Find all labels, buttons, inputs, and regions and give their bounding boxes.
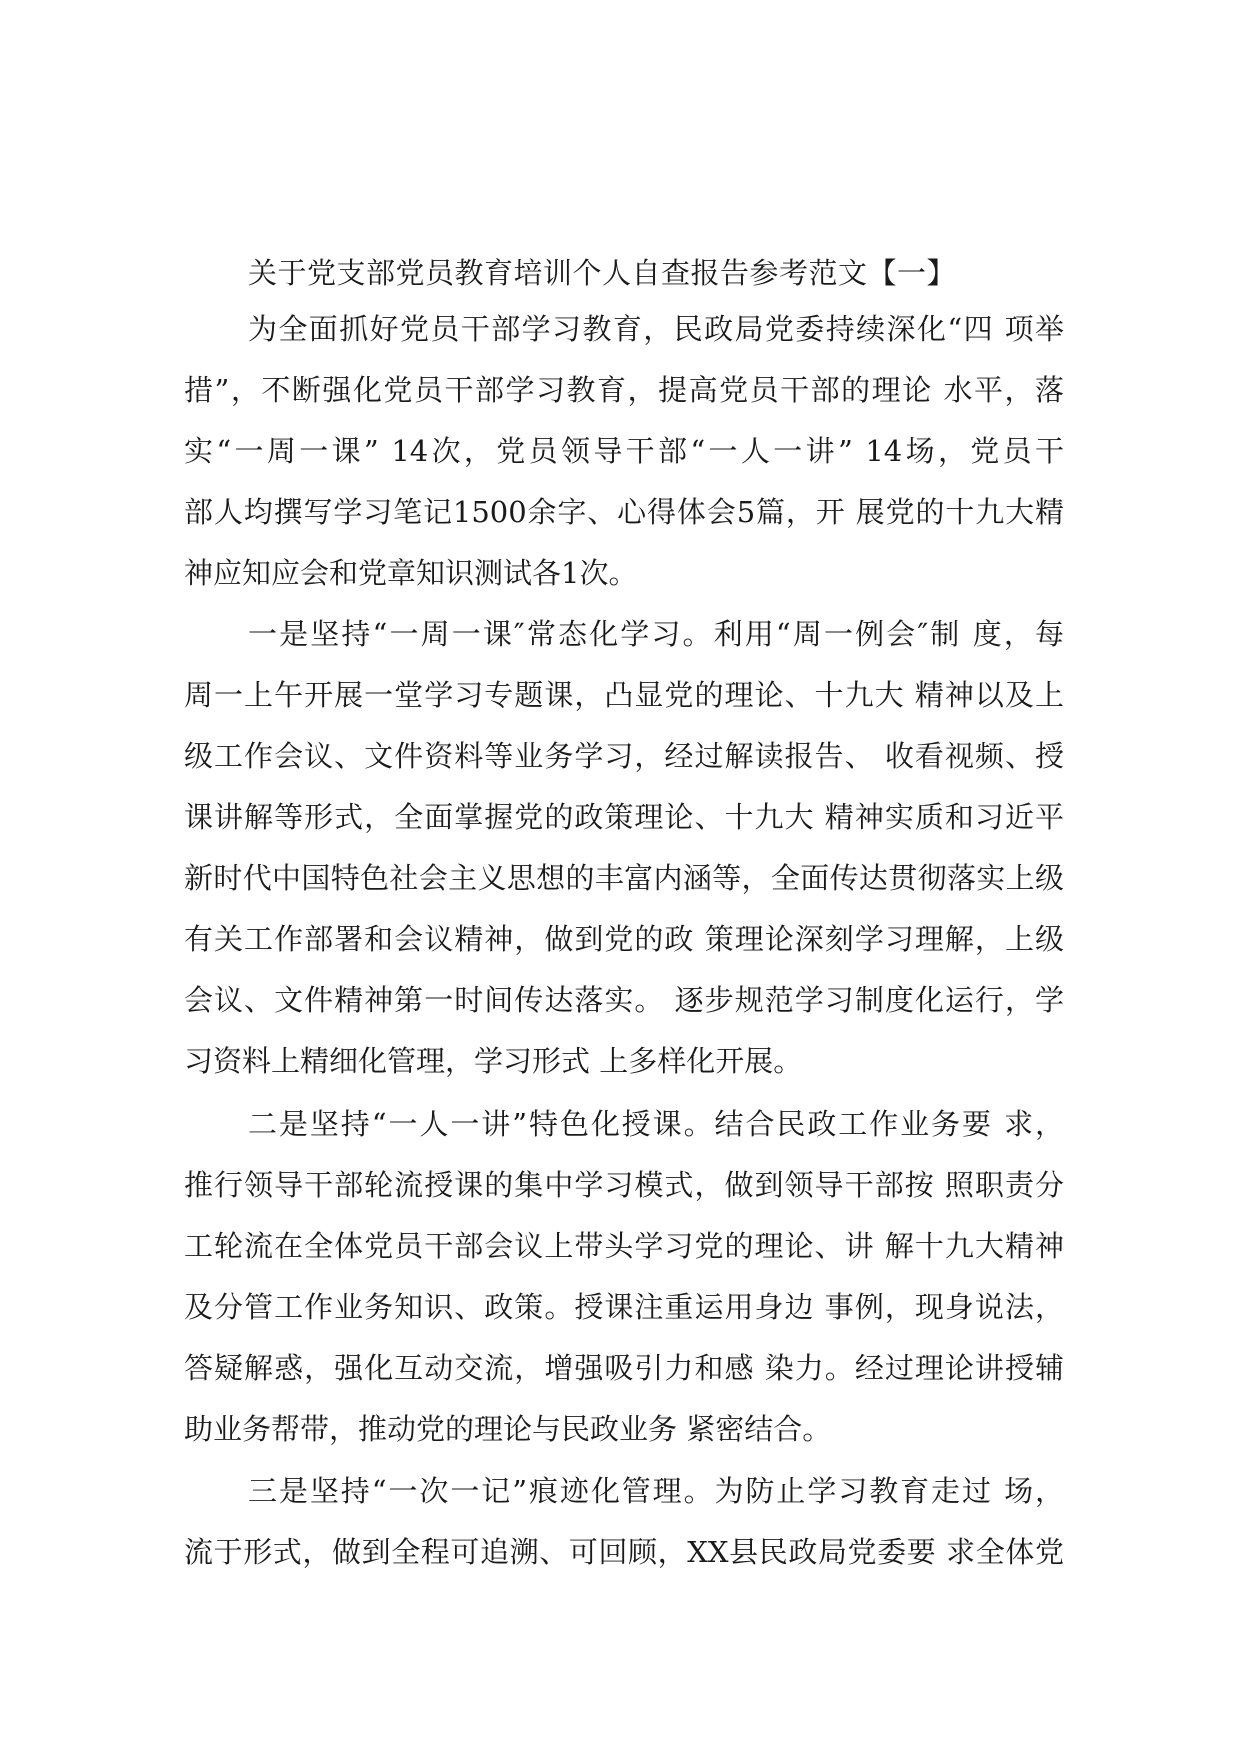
paragraph-line: 部人均撰写学习笔记1500余字、心得体会5篇，开 展党的十九大精: [184, 495, 1064, 529]
paragraph-line: 课讲解等形式，全面掌握党的政策理论、十九大 精神实质和习近平: [184, 800, 1064, 834]
paragraph-intro: [184, 299, 1064, 604]
paragraph-line: 周一上午开展一堂学习专题课，凸显党的理论、十九大 精神以及上: [184, 678, 1064, 712]
paragraph-line: 推行领导干部轮流授课的集中学习模式，做到领导干部按 照职责分: [184, 1168, 1064, 1202]
paragraph-line: 及分管工作业务知识、政策。授课注重运用身边 事例，现身说法，: [184, 1290, 1064, 1324]
paragraph-line: 会议、文件精神第一时间传达落实。 逐步规范学习制度化运行，学: [184, 983, 1064, 1017]
paragraph-line: 一是坚持“一周一课″常态化学习。利用“周一例会″制 度，每: [248, 617, 1064, 651]
paragraph-line: 助业务帮带，推动党的理论与民政业务 紧密结合。: [184, 1412, 832, 1446]
paragraph-line: 神应知应会和党章知识测试各1次。: [184, 556, 638, 590]
paragraph-line: 习资料上精细化管理，学习形式 上多样化开展。: [184, 1044, 803, 1078]
paragraph-line: 流于形式，做到全程可追溯、可回顾，XX县民政局党委要 求全体党: [184, 1535, 1064, 1569]
paragraph-line: 为全面抓好党员干部学习教育，民政局党委持续深化“四 项举: [248, 312, 1064, 346]
paragraph-line: 级工作会议、文件资料等业务学习，经过解读报告、 收看视频、授: [184, 739, 1064, 773]
paragraph-line: 新时代中国特色社会主义思想的丰富内涵等，全面传达贯彻落实上级: [184, 861, 1064, 895]
paragraph-line: 二是坚持“一人一讲”特色化授课。结合民政工作业务要 求，: [248, 1107, 1064, 1141]
paragraph-line: 工轮流在全体党员干部会议上带头学习党的理论、讲 解十九大精神: [184, 1229, 1064, 1263]
paragraph-line: 答疑解惑，强化互动交流，增强吸引力和感 染力。经过理论讲授辅: [184, 1351, 1064, 1385]
paragraph-line: 有关工作部署和会议精神，做到党的政 策理论深刻学习理解，上级: [184, 922, 1064, 956]
paragraph-point-two: [184, 1094, 1064, 1460]
paragraph-point-one: [184, 604, 1064, 1092]
paragraph-line: 实“一周一课” 14次，党员领导干部“一人一讲” 14场，党员干: [184, 434, 1064, 468]
paragraph-point-three: [184, 1461, 1064, 1583]
document-title: 关于党支部党员教育培训个人自查报告参考范文【一】: [248, 256, 957, 290]
paragraph-line: 措”，不断强化党员干部学习教育，提高党员干部的理论 水平，落: [184, 373, 1064, 407]
paragraph-line: 三是坚持“一次一记”痕迹化管理。为防止学习教育走过 场，: [248, 1474, 1064, 1508]
